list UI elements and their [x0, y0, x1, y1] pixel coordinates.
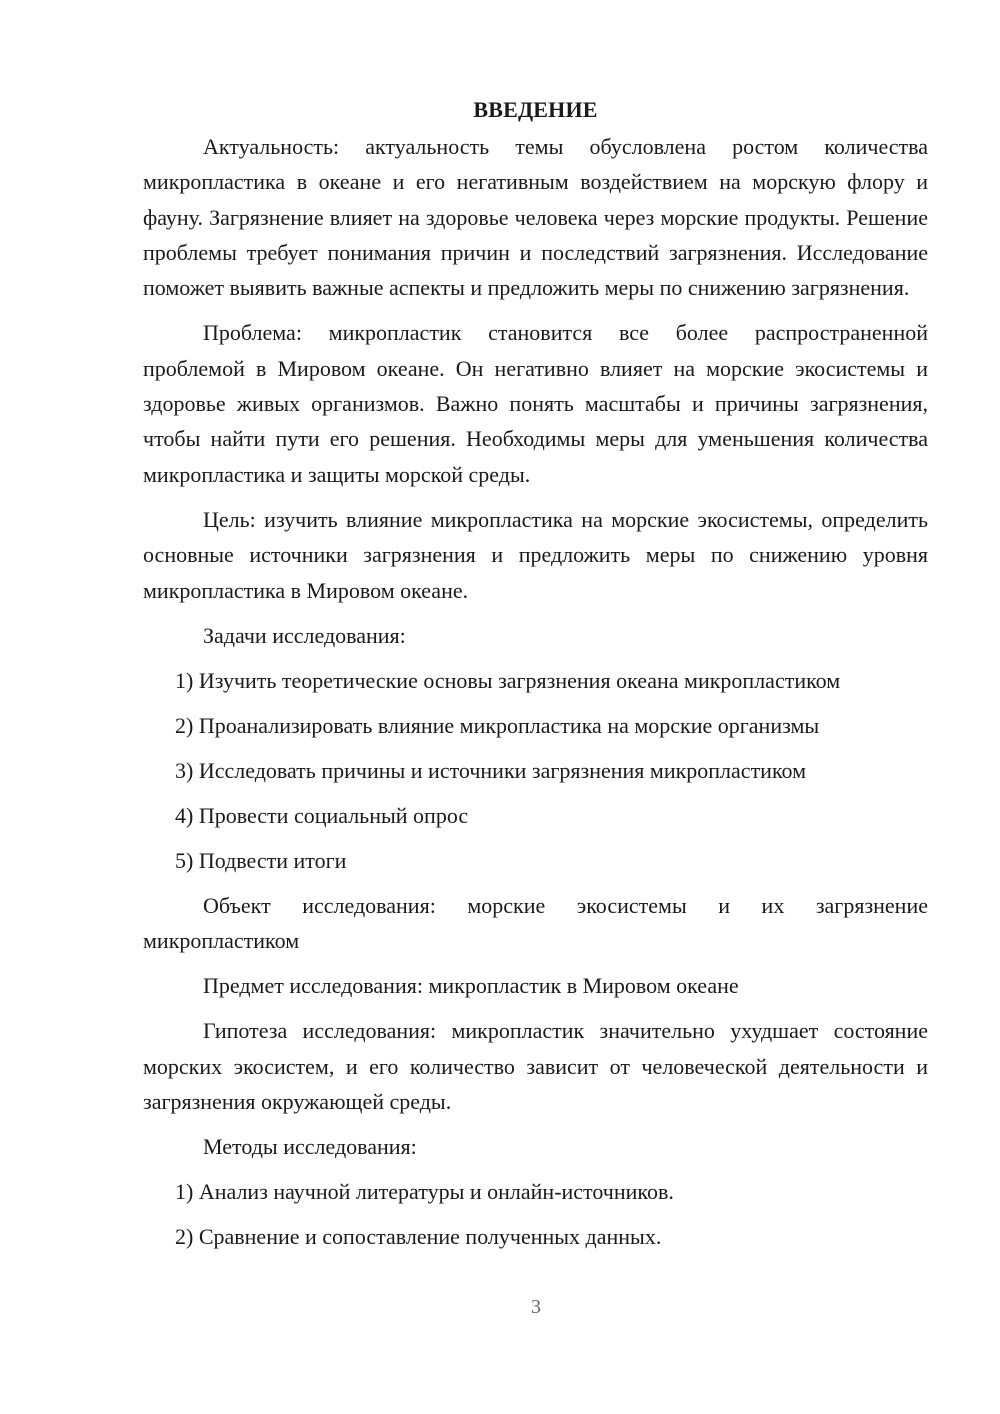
list-item: 3) Исследовать причины и источники загрязнения микропластиком	[175, 757, 807, 783]
subject-line: Предмет исследования: микропластик в Мировом океане	[203, 973, 739, 999]
relevance-paragraph: Актуальность: актуальность темы обусловлена ростом количества микропластика в океане и его негативным воздействием на морскую флору и фауну. Загрязнение влияет на здоровье человека через морские продукты. Решение проблемы требует понимания причин и последствий загрязнения. Исследование поможет выявить важные аспекты и предложить меры по снижению загрязнения.	[143, 134, 928, 301]
page-number: 3	[531, 1296, 541, 1318]
goal-paragraph: Цель: изучить влияние микропластика на морские экосистемы, определить основные источники загрязнения и предложить меры по снижению уровня микропластика в Мировом океане.	[143, 506, 928, 603]
list-item: 2) Проанализировать влияние микропластика на морские организмы	[175, 712, 820, 738]
list-item: 1) Изучить теоретические основы загрязнения океана микропластиком	[175, 667, 841, 693]
list-item: 2) Сравнение и сопоставление полученных данных.	[175, 1224, 662, 1250]
list-item: 4) Провести социальный опрос	[175, 802, 469, 828]
problem-paragraph: Проблема: микропластик становится все более распространенной проблемой в Мировом океане. Он негативно влияет на морские экосистемы и здоровье живых организмов. Важно понять масштабы и причины загрязнения, чтобы найти пути его решения. Необходимы меры для уменьшения количества микропластика и защиты морской среды.	[143, 320, 928, 487]
list-item: 5) Подвести итоги	[175, 847, 347, 873]
object-paragraph: Объект исследования: морские экосистемы и их загрязнение микропластиком	[143, 892, 928, 954]
tasks-list	[143, 663, 928, 878]
hypothesis-paragraph: Гипотеза исследования: микропластик значительно ухудшает состояние морских экосистем, и его количество зависит от человеческой деятельности и загрязнения окружающей среды.	[143, 1018, 928, 1115]
page-title: ВВЕДЕНИЕ	[473, 97, 598, 122]
methods-list	[143, 1174, 928, 1254]
document-page	[143, 92, 928, 1264]
list-item: 1) Анализ научной литературы и онлайн-источников.	[175, 1179, 674, 1205]
methods-heading: Методы исследования:	[203, 1134, 417, 1160]
tasks-heading: Задачи исследования:	[203, 622, 406, 648]
